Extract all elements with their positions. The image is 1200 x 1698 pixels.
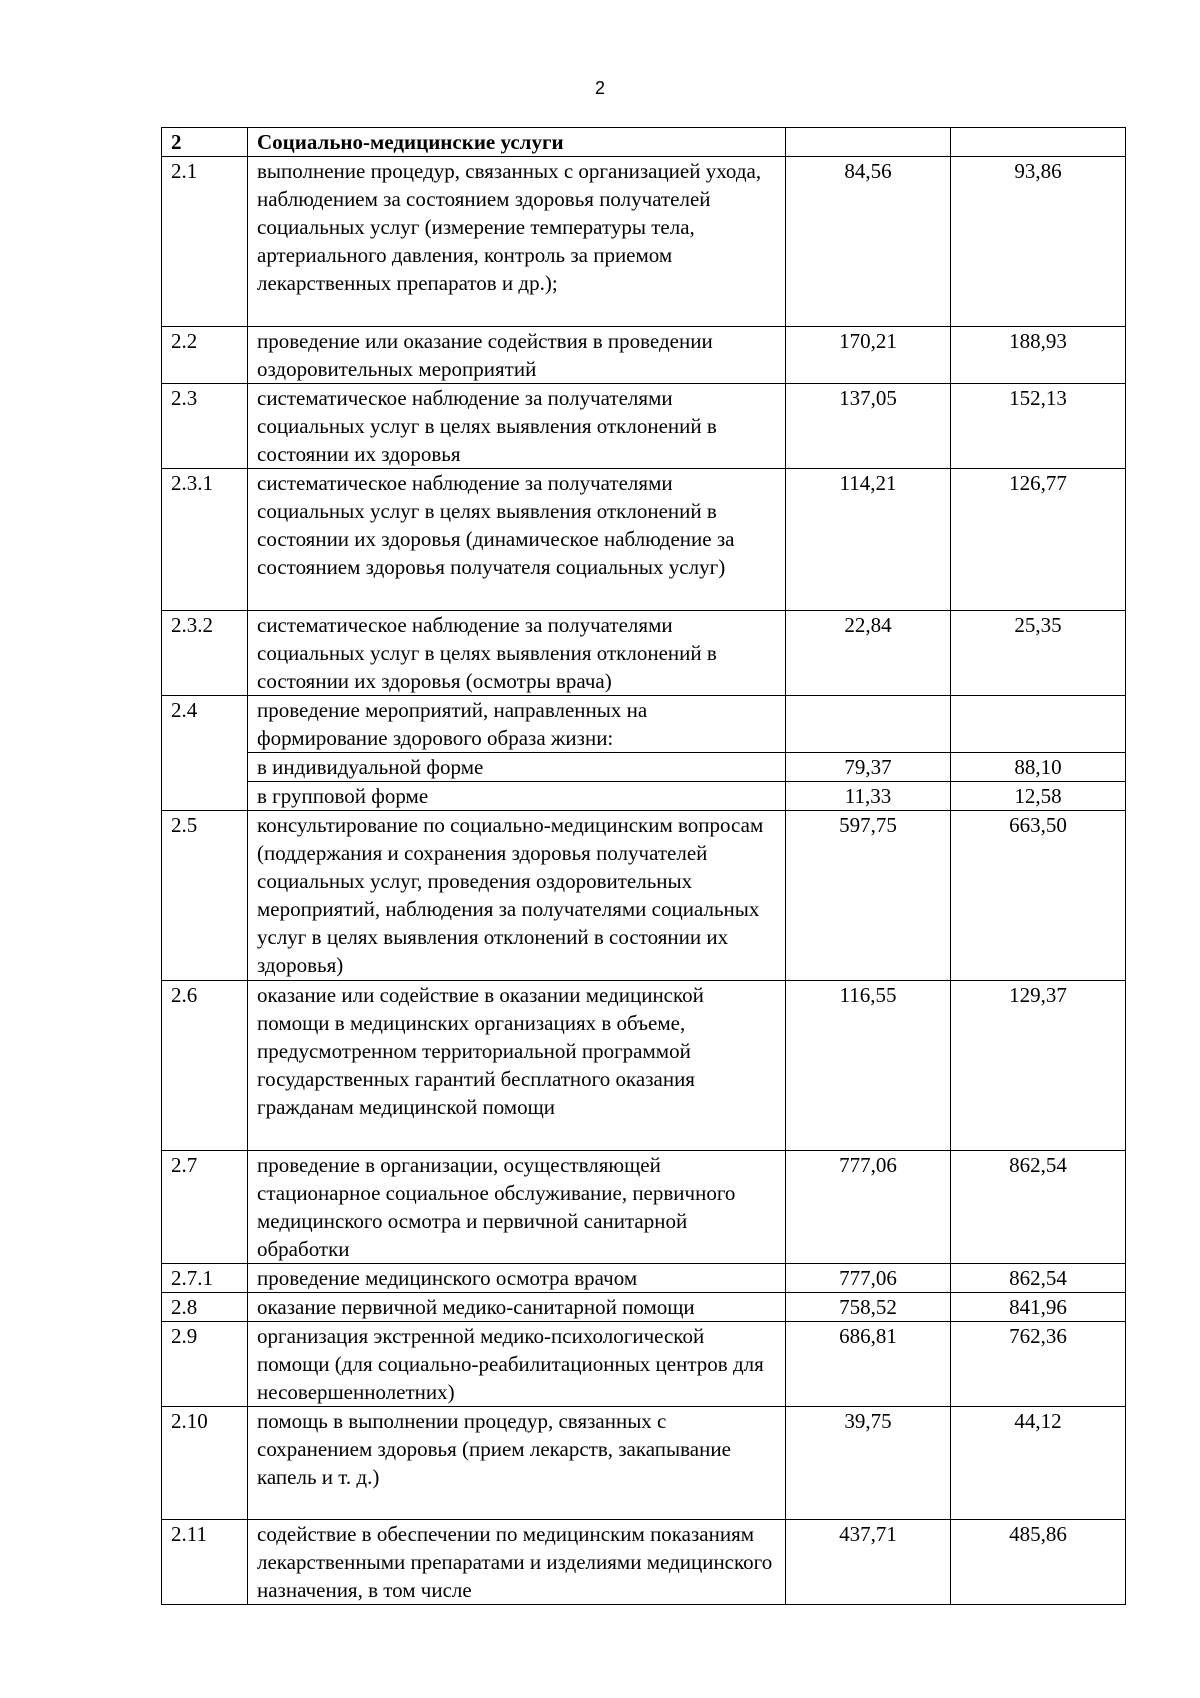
rate-value-2: 762,36 [951, 1322, 1126, 1407]
rate-value-1: 84,56 [786, 157, 951, 327]
item-number: 2.3.1 [162, 469, 248, 611]
service-description: проведение мероприятий, направленных на формирование здорового образа жизни: [248, 696, 786, 753]
page-number: 2 [594, 78, 605, 98]
service-description: помощь в выполнении процедур, связанных с сохранением здоровья (прием лекарств, закапывание капель и т. д.) [248, 1407, 786, 1520]
rate-value-1: 116,55 [786, 981, 951, 1151]
item-number: 2.1 [162, 157, 248, 327]
service-description: проведение или оказание содействия в проведении оздоровительных мероприятий [248, 327, 786, 384]
item-number: 2.4 [162, 696, 248, 811]
service-description: организация экстренной медико-психологической помощи (для социально-реабилитационных центров для несовершеннолетних) [248, 1322, 786, 1407]
rate-value-1 [786, 696, 951, 753]
rate-value-2: 152,13 [951, 384, 1126, 469]
table-row [162, 1322, 1126, 1407]
rate-value-1: 777,06 [786, 1151, 951, 1264]
rate-value-2 [951, 696, 1126, 753]
rate-value-1: 597,75 [786, 811, 951, 981]
service-description: оказание или содействие в оказании медицинской помощи в медицинских организациях в объеме, предусмотренном территориальной программой государственных гарантий бесплатного оказания гражданам медицинской помощи [248, 981, 786, 1151]
item-number: 2.2 [162, 327, 248, 384]
rate-value-1 [786, 128, 951, 157]
services-table-body [162, 128, 1126, 1605]
rate-value-2: 44,12 [951, 1407, 1126, 1520]
rate-value-1: 437,71 [786, 1520, 951, 1605]
rate-value-2: 841,96 [951, 1293, 1126, 1322]
rate-value-2: 25,35 [951, 611, 1126, 696]
table-row [162, 696, 1126, 753]
rate-value-1: 11,33 [786, 782, 951, 811]
table-row [162, 1151, 1126, 1264]
item-number: 2.3.2 [162, 611, 248, 696]
table-row [162, 1264, 1126, 1293]
table-row [162, 384, 1126, 469]
rate-value-2: 485,86 [951, 1520, 1126, 1605]
table-row [162, 782, 1126, 811]
section-header-row [162, 128, 1126, 157]
item-number: 2.9 [162, 1322, 248, 1407]
table-row [162, 469, 1126, 611]
rate-value-2 [951, 128, 1126, 157]
service-description: проведение в организации, осуществляющей стационарное социальное обслуживание, первичного медицинского осмотра и первичной санитарной обработки [248, 1151, 786, 1264]
rate-value-1: 22,84 [786, 611, 951, 696]
item-number: 2.7.1 [162, 1264, 248, 1293]
rate-value-2: 663,50 [951, 811, 1126, 981]
table-row [162, 611, 1126, 696]
item-number: 2.11 [162, 1520, 248, 1605]
table-row [162, 753, 1126, 782]
service-description: выполнение процедур, связанных с организацией ухода, наблюдением за состоянием здоровья получателей социальных услуг (измерение температуры тела, артериального давления, контроль за приемом лекарственных препаратов и др.); [248, 157, 786, 327]
service-description: в групповой форме [248, 782, 786, 811]
services-table [161, 127, 1126, 1605]
item-number: 2 [162, 128, 248, 157]
item-number: 2.10 [162, 1407, 248, 1520]
rate-value-1: 777,06 [786, 1264, 951, 1293]
table-row [162, 327, 1126, 384]
rate-value-1: 114,21 [786, 469, 951, 611]
item-number: 2.3 [162, 384, 248, 469]
item-number: 2.8 [162, 1293, 248, 1322]
table-row [162, 811, 1126, 981]
item-number: 2.6 [162, 981, 248, 1151]
rate-value-1: 686,81 [786, 1322, 951, 1407]
rate-value-2: 862,54 [951, 1151, 1126, 1264]
rate-value-1: 758,52 [786, 1293, 951, 1322]
rate-value-1: 137,05 [786, 384, 951, 469]
rate-value-2: 12,58 [951, 782, 1126, 811]
rate-value-1: 170,21 [786, 327, 951, 384]
service-description: в индивидуальной форме [248, 753, 786, 782]
rate-value-2: 129,37 [951, 981, 1126, 1151]
service-description: проведение медицинского осмотра врачом [248, 1264, 786, 1293]
service-description: систематическое наблюдение за получателями социальных услуг в целях выявления отклонений в состоянии их здоровья (осмотры врача) [248, 611, 786, 696]
rate-value-2: 88,10 [951, 753, 1126, 782]
rate-value-2: 188,93 [951, 327, 1126, 384]
service-description: Социально-медицинские услуги [248, 128, 786, 157]
rate-value-1: 79,37 [786, 753, 951, 782]
rate-value-2: 126,77 [951, 469, 1126, 611]
rate-value-2: 93,86 [951, 157, 1126, 327]
table-row [162, 157, 1126, 327]
item-number: 2.5 [162, 811, 248, 981]
service-description: систематическое наблюдение за получателями социальных услуг в целях выявления отклонений в состоянии их здоровья [248, 384, 786, 469]
service-description: оказание первичной медико-санитарной помощи [248, 1293, 786, 1322]
rate-value-2: 862,54 [951, 1264, 1126, 1293]
rate-value-1: 39,75 [786, 1407, 951, 1520]
service-description: содействие в обеспечении по медицинским показаниям лекарственными препаратами и изделиями медицинского назначения, в том числе [248, 1520, 786, 1605]
item-number: 2.7 [162, 1151, 248, 1264]
table-row [162, 1520, 1126, 1605]
service-description: консультирование по социально-медицинским вопросам (поддержания и сохранения здоровья получателей социальных услуг, проведения оздоровительных мероприятий, наблюдения за получателями социальных услуг в целях выявления отклонений в состоянии их здоровья) [248, 811, 786, 981]
service-description: систематическое наблюдение за получателями социальных услуг в целях выявления отклонений в состоянии их здоровья (динамическое наблюдение за состоянием здоровья получателя социальных услуг) [248, 469, 786, 611]
table-row [162, 1293, 1126, 1322]
table-row [162, 1407, 1126, 1520]
table-row [162, 981, 1126, 1151]
